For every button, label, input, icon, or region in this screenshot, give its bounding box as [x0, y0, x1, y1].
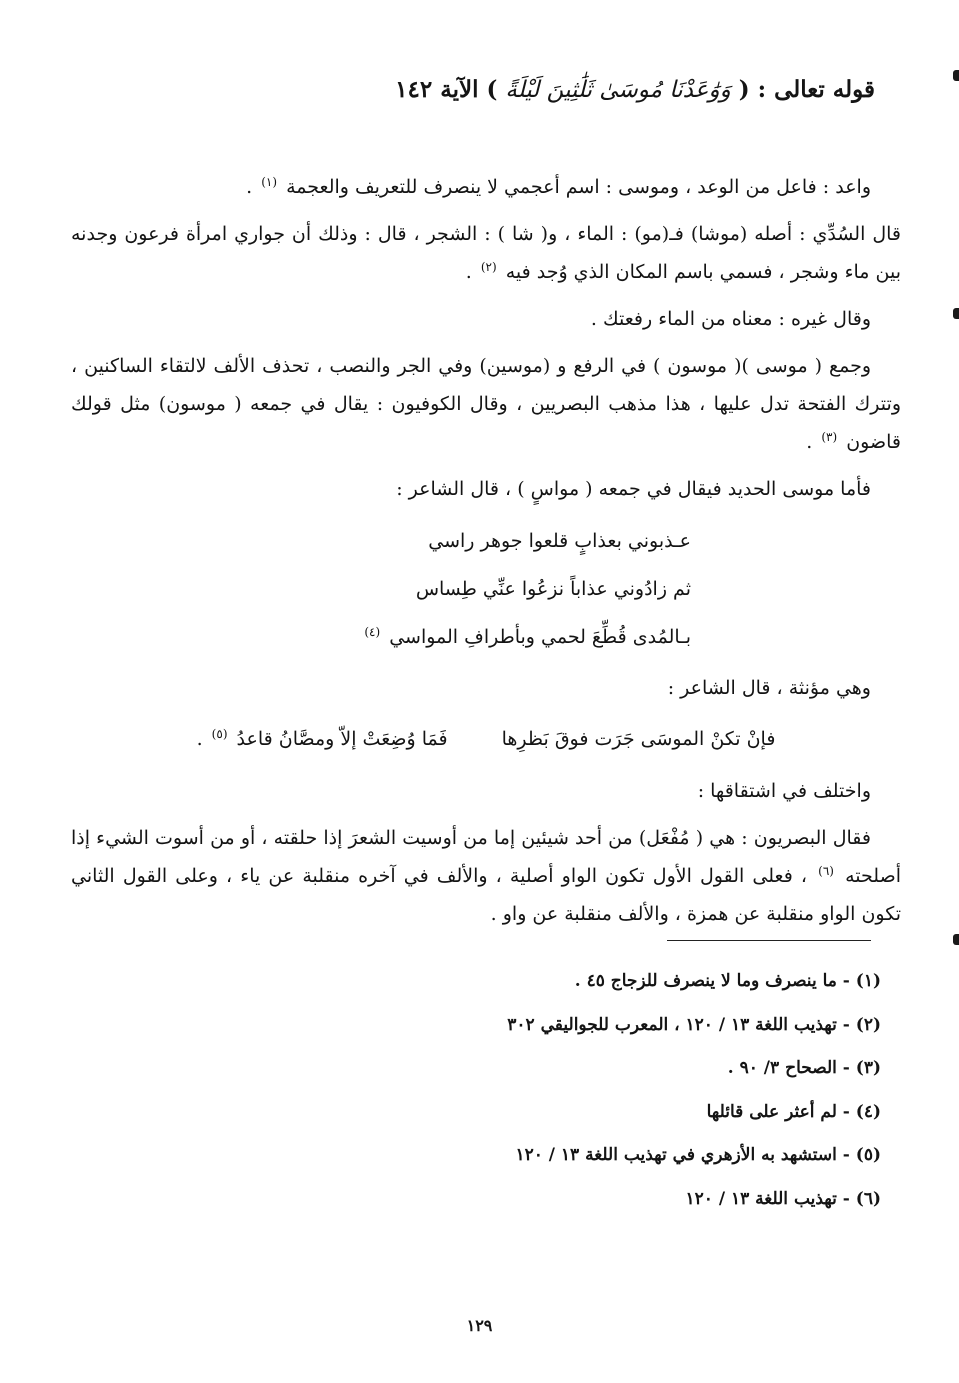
footnote-separator — [667, 940, 871, 941]
paragraph-text: فقال البصريون : هي ( مُفْعَل) من أحد شيئين إما من أوسيت الشعرَ إذا حلقته ، أو من أسوت الشيء إذا أصلحته — [71, 827, 901, 887]
poem-line: ثم زادُوني عذاباً نزعُوا عنِّي طِساس — [415, 578, 691, 600]
poem-couplet — [71, 716, 901, 762]
paragraph-feminine — [71, 669, 901, 707]
poem-line-text: بـالمُدى قُطِّعَ لحمي وبأطرافِ المواسي — [389, 626, 691, 648]
paragraph-plural — [71, 347, 901, 461]
verse-heading — [75, 76, 875, 103]
page-number: ١٢٩ — [466, 1316, 493, 1335]
paragraph-text: قال السُدِّي : أصله (موشا) فـ(مو) : الماء ، و( شا ) : الشجر ، قال : وذلك أن جواري امرأة فرعون وجدنه بين ماء وشجر ، فسمي باسم المكان الذي وُجد فيه — [71, 223, 901, 283]
paragraph-other-view — [71, 300, 901, 338]
footnote-marker: (٢) — [480, 259, 497, 274]
poem-line: عـذبوني بعذابٍ قلعوا جوهر راسي — [428, 530, 691, 552]
heading-verse-number: ) الآية ١٤٢ — [395, 76, 498, 103]
hemistich-text: فَمَا وُضِعَتْ إلاّ ومصَّانُ قاعدُ — [236, 728, 448, 750]
couplet-second-hemistich — [197, 716, 448, 762]
footnote-marker: (٥) — [211, 726, 228, 741]
footnote-item: (٤) - لم أعثر على قائلها — [706, 1101, 881, 1122]
heading-quran-verse: وَوَٰعَدْنَا مُوسَىٰ ثَلَٰثِينَ لَيْلَةً — [505, 77, 731, 103]
paragraph-end: . — [465, 261, 472, 283]
margin-mark — [953, 70, 959, 81]
footnote-marker: (٦) — [818, 863, 834, 878]
paragraph-wa3ada — [71, 168, 901, 206]
footnote-marker: (١) — [261, 174, 278, 189]
footnotes — [181, 960, 881, 1221]
footnote-marker: (٤) — [364, 624, 381, 639]
poem-verses — [71, 517, 901, 661]
paragraph-derivation — [71, 819, 901, 933]
main-text — [71, 168, 901, 942]
poem-line — [71, 613, 691, 661]
couplet-end: . — [196, 728, 203, 750]
footnote-item: (١) - ما ينصرف وما لا ينصرف للزجاج ٤٥ . — [574, 971, 881, 991]
couplet-first-hemistich: فإنْ تكنْ الموسَى جَرَت فوقَ بَظرِها — [501, 728, 776, 750]
paragraph-text: واختلف في اشتقاقها : — [697, 780, 871, 802]
paragraph-text: واعد : فاعل من الوعد ، وموسى : اسم أعجمي لا ينصرف للتعريف والعجمة — [286, 176, 871, 198]
footnote-item: (٢) - تهذيب اللغة ١٣ / ١٢٠ ، المعرب للجواليقي ٣٠٢ — [507, 1014, 881, 1035]
footnote-item: (٣) - الصحاح ٣/ ٩٠ . — [727, 1058, 881, 1078]
paragraph-text: وقال غيره : معناه من الماء رفعتك . — [590, 308, 871, 330]
paragraph-end: . — [806, 431, 813, 453]
footnote-marker: (٣) — [821, 429, 838, 444]
heading-lead: قوله تعالى : ( — [738, 76, 875, 103]
footnote-item: (٦) - تهذيب اللغة ١٣ / ١٢٠ — [685, 1188, 881, 1209]
paragraph-end: . — [246, 176, 253, 198]
paragraph-text: فأما موسى الحديد فيقال في جمعه ( مواسٍ ) ، قال الشاعر : — [396, 478, 871, 500]
paragraph-suddi — [71, 215, 901, 291]
paragraph-text: ، فعلى القول الأول تكون الواو أصلية ، والألف في آخره منقلبة عن ياء ، وعلى القول الثاني تكون الواو منقلبة عن همزة ، والألف منقلبة عن واو . — [71, 865, 901, 925]
paragraph-text: وهي مؤنثة ، قال الشاعر : — [667, 677, 871, 699]
footnote-item: (٥) - استشهد به الأزهري في تهذيب اللغة ١٣ / ١٢٠ — [515, 1145, 881, 1165]
paragraph-derivation-intro — [71, 772, 901, 810]
margin-mark — [953, 934, 959, 945]
paragraph-razor — [71, 470, 901, 508]
margin-mark — [953, 308, 959, 319]
paragraph-text: وجمع ( موسى )( موسون ) في الرفع و (موسين) وفي الجر والنصب ، تحذف الألف لالتقاء الساكنين ، وتترك الفتحة تدل عليها ، هذا مذهب البصريين ، وقال الكوفيون : يقال في جمعه ( موسون) مثل قولك قاضون — [71, 355, 901, 453]
